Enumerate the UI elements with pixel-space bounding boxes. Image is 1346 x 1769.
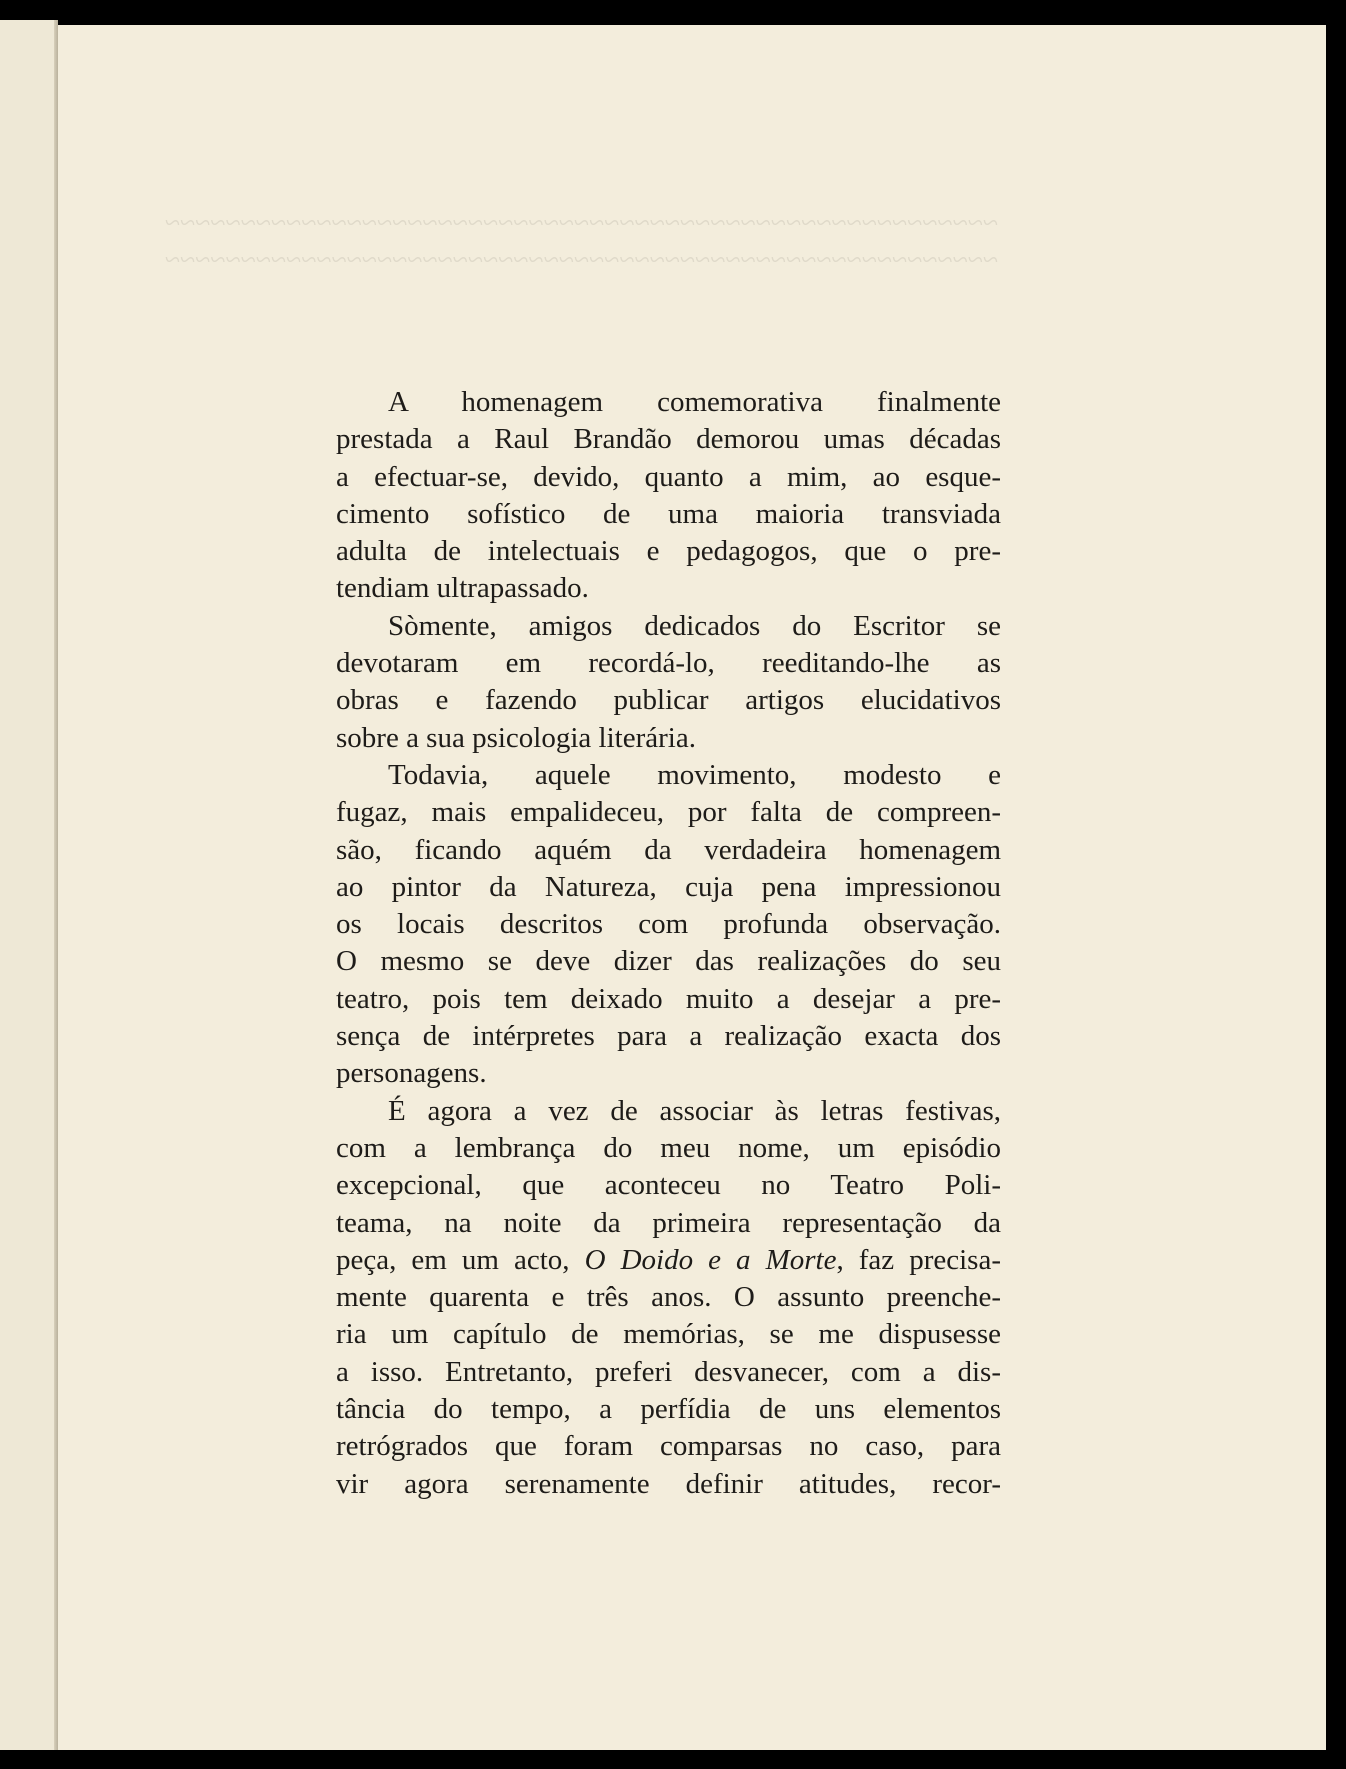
- text-line: cimento sofístico de uma maioria transviada: [336, 497, 1001, 530]
- text-line: adulta de intelectuais e pedagogos, que o pre-: [336, 535, 1001, 568]
- paragraph: [336, 608, 1001, 757]
- text-line: fugaz, mais empalideceu, por falta de compreen-: [336, 796, 1001, 829]
- text-line: ria um capítulo de memórias, se me dispusesse: [336, 1318, 1001, 1351]
- text-line: [336, 1242, 1001, 1279]
- text-line: sobre a sua psicologia literária.: [336, 721, 696, 754]
- text-line: prestada a Raul Brandão demorou umas décadas: [336, 423, 1001, 456]
- text-line: a isso. Entretanto, preferi desvanecer, com a dis-: [336, 1355, 1001, 1388]
- text-line: devotaram em recordá-lo, reeditando-lhe as: [336, 647, 1001, 680]
- text-line: são, ficando aquém da verdadeira homenagem: [336, 833, 1001, 866]
- text-line: Sòmente, amigos dedicados do Escritor se: [388, 609, 1001, 642]
- text-line: Todavia, aquele movimento, modesto e: [388, 758, 1001, 791]
- text-line: É agora a vez de associar às letras festivas,: [388, 1094, 1001, 1127]
- text-line: com a lembrança do meu nome, um episódio: [336, 1131, 1001, 1164]
- text-line: vir agora serenamente definir atitudes, recor-: [336, 1467, 1001, 1500]
- text-line: os locais descritos com profunda observação.: [336, 908, 1001, 941]
- paragraph: [336, 384, 1001, 608]
- text-run: , faz precisa-: [836, 1243, 1001, 1276]
- text-line: teatro, pois tem deixado muito a desejar a pre-: [336, 982, 1001, 1015]
- text-run: peça, em um acto,: [336, 1243, 585, 1276]
- text-line: ao pintor da Natureza, cuja pena impressionou: [336, 870, 1001, 903]
- text-line: teama, na noite da primeira representação da: [336, 1206, 1001, 1239]
- text-line: sença de intérpretes para a realização exacta dos: [336, 1020, 1001, 1053]
- text-line: tância do tempo, a perfídia de uns elementos: [336, 1393, 1001, 1426]
- paragraph: [336, 757, 1001, 1093]
- book-page: [58, 25, 1326, 1750]
- text-line: obras e fazendo publicar artigos elucidativos: [336, 684, 1001, 717]
- text-line: a efectuar-se, devido, quanto a mim, ao esque-: [336, 460, 1001, 493]
- text-line: mente quarenta e três anos. O assunto preenche-: [336, 1281, 1001, 1314]
- play-title: O Doido e a Morte: [584, 1243, 837, 1276]
- text-line: personagens.: [336, 1057, 487, 1090]
- text-line: A homenagem comemorativa finalmente: [388, 386, 1001, 418]
- text-line: excepcional, que aconteceu no Teatro Poli-: [336, 1169, 1001, 1202]
- paragraph: [336, 1093, 1001, 1503]
- show-through-texture: ~~~~~~~~~~~~~~~~~~~~~~~~~~~~~~~~~~~~~~~~~~~~~~~~~~~~~~~ ~~~~~~~~~~~~~~~~~~~~~~~~~~~~~~~~~~~~~~~~~~~~~~~~~~~~~~~: [164, 208, 998, 276]
- text-line: O mesmo se deve dizer das realizações do seu: [336, 945, 1001, 978]
- text-line: retrógrados que foram comparsas no caso, para: [336, 1430, 1001, 1463]
- facing-page-edge: [0, 20, 58, 1750]
- body-text: [336, 384, 1001, 1503]
- text-line: tendiam ultrapassado.: [336, 572, 589, 605]
